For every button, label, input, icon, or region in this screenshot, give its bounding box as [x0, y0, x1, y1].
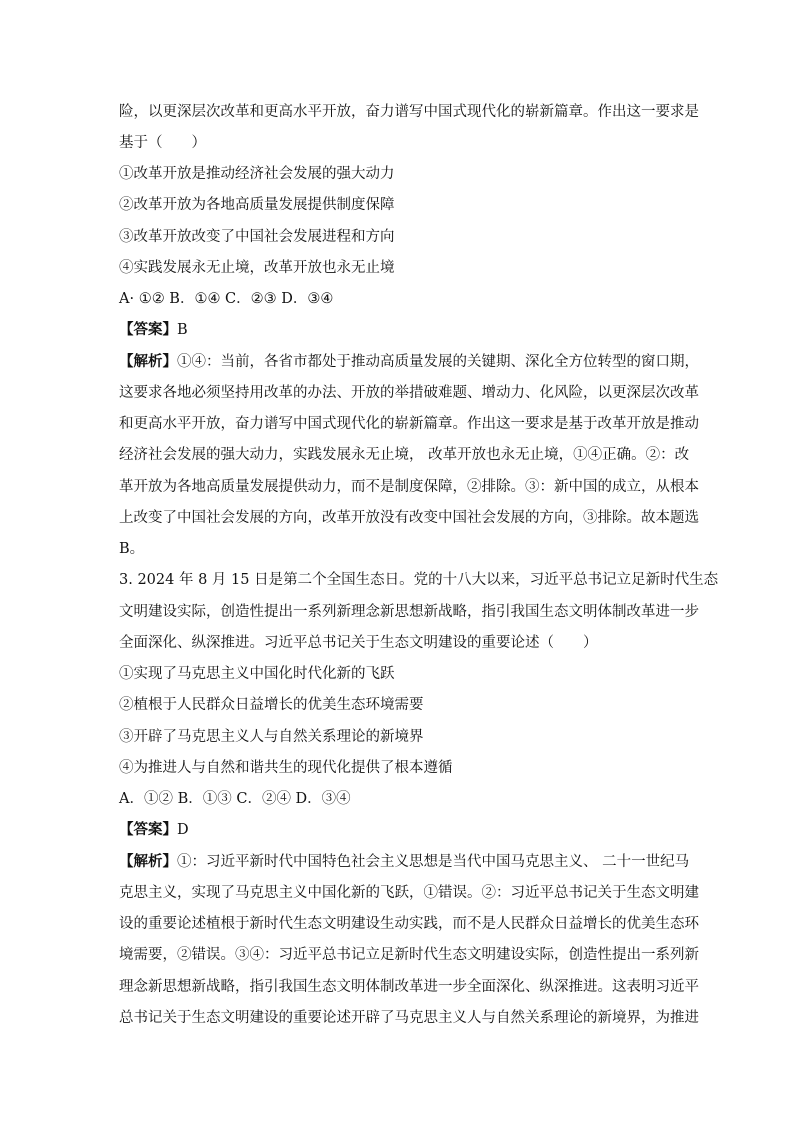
q2-analysis-line-6: 上改变了中国社会发展的方向，改革开放没有改变中国社会发展的方向，③排除。故本题选	[119, 510, 699, 526]
q3-option-2: ②植根于人民群众日益增长的优美生态环境需要	[119, 697, 424, 713]
q2-analysis-line-4: 经济社会发展的强大动力，实践发展永无止境， 改革开放也永无止境，①④正确。②：改	[119, 447, 690, 463]
q3-stem-line-1: 3. 2024 年 8 月 15 日是第二个全国生态日。党的十八大以来，习近平总书记立足新时代生态	[119, 572, 719, 588]
q2-analysis-line-3: 和更高水平开放，奋力谱写中国式现代化的崭新篇章。作出这一要求是基于改革开放是推动	[119, 416, 699, 432]
q2-option-3: ③改革开放改变了中国社会发展进程和方向	[119, 229, 395, 245]
q3-option-4: ④为推进人与自然和谐共生的现代化提供了根本遵循	[119, 760, 453, 776]
q2-analysis-line-5: 革开放为各地高质量发展提供动力，而不是制度保障，②排除。③：新中国的成立，从根本	[119, 479, 699, 495]
q3-stem-line-2: 文明建设实际，创造性提出一系列新理念新思想新战略，指引我国生态文明体制改革进一步	[119, 604, 699, 620]
q2-analysis-line-1	[119, 352, 699, 372]
q2-stem-line-2: 基于（ ）	[119, 135, 206, 151]
q3-answer	[119, 820, 679, 840]
q3-analysis-line-2: 克思主义，实现了马克思主义中国化新的飞跃，①错误。②：习近平总书记关于生态文明建	[119, 885, 699, 901]
q2-analysis-label: 【解析】	[119, 353, 177, 370]
q3-answer-label: 【答案】	[119, 821, 177, 838]
q3-analysis-label: 【解析】	[119, 853, 177, 870]
q2-answer-value: B	[177, 322, 188, 338]
q2-choices: A· ①② B．①④ C．②③ D．③④	[119, 291, 334, 307]
q2-option-4: ④实践发展永无止境，改革开放也永无止境	[119, 260, 395, 276]
q3-analysis-text: ①：习近平新时代中国特色社会主义思想是当代中国马克思主义、 二十一世纪马	[177, 854, 690, 870]
q3-analysis-line-4: 境需要，②错误。③④：习近平总书记立足新时代生态文明建设实际，创造性提出一系列新	[119, 947, 699, 963]
q2-analysis-text: ①④：当前，各省市都处于推动高质量发展的关键期、深化全方位转型的窗口期，	[177, 354, 699, 370]
q2-analysis-line-2: 这要求各地必须坚持用改革的办法、开放的举措破难题、增动力、化风险，以更深层次改革	[119, 385, 699, 401]
q2-answer	[119, 320, 679, 340]
q2-option-2: ②改革开放为各地高质量发展提供制度保障	[119, 197, 395, 213]
q3-analysis-line-1	[119, 852, 690, 872]
q3-analysis-line-5: 理念新思想新战略，指引我国生态文明体制改革进一步全面深化、纵深推进。这表明习近平	[119, 979, 699, 995]
q3-answer-value: D	[177, 822, 189, 838]
q3-choices: A．①② B．①③ C．②④ D．③④	[119, 791, 351, 807]
q3-option-1: ①实现了马克思主义中国化时代化新的飞跃	[119, 666, 395, 682]
q3-option-3: ③开辟了马克思主义人与自然关系理论的新境界	[119, 729, 424, 745]
q2-analysis-line-7: B。	[119, 541, 145, 557]
q3-analysis-line-6: 总书记关于生态文明建设的重要论述开辟了马克思主义人与自然关系理论的新境界，为推进	[119, 1010, 699, 1026]
q3-analysis-line-3: 设的重要论述植根于新时代生态文明建设生动实践，而不是人民群众日益增长的优美生态环	[119, 916, 699, 932]
q2-stem-line-1: 险，以更深层次改革和更高水平开放，奋力谱写中国式现代化的崭新篇章。作出这一要求是	[119, 104, 699, 120]
q2-answer-label: 【答案】	[119, 321, 177, 338]
q3-stem-line-3: 全面深化、纵深推进。习近平总书记关于生态文明建设的重要论述（ ）	[119, 635, 598, 651]
q2-option-1: ①改革开放是推动经济社会发展的强大动力	[119, 166, 395, 182]
